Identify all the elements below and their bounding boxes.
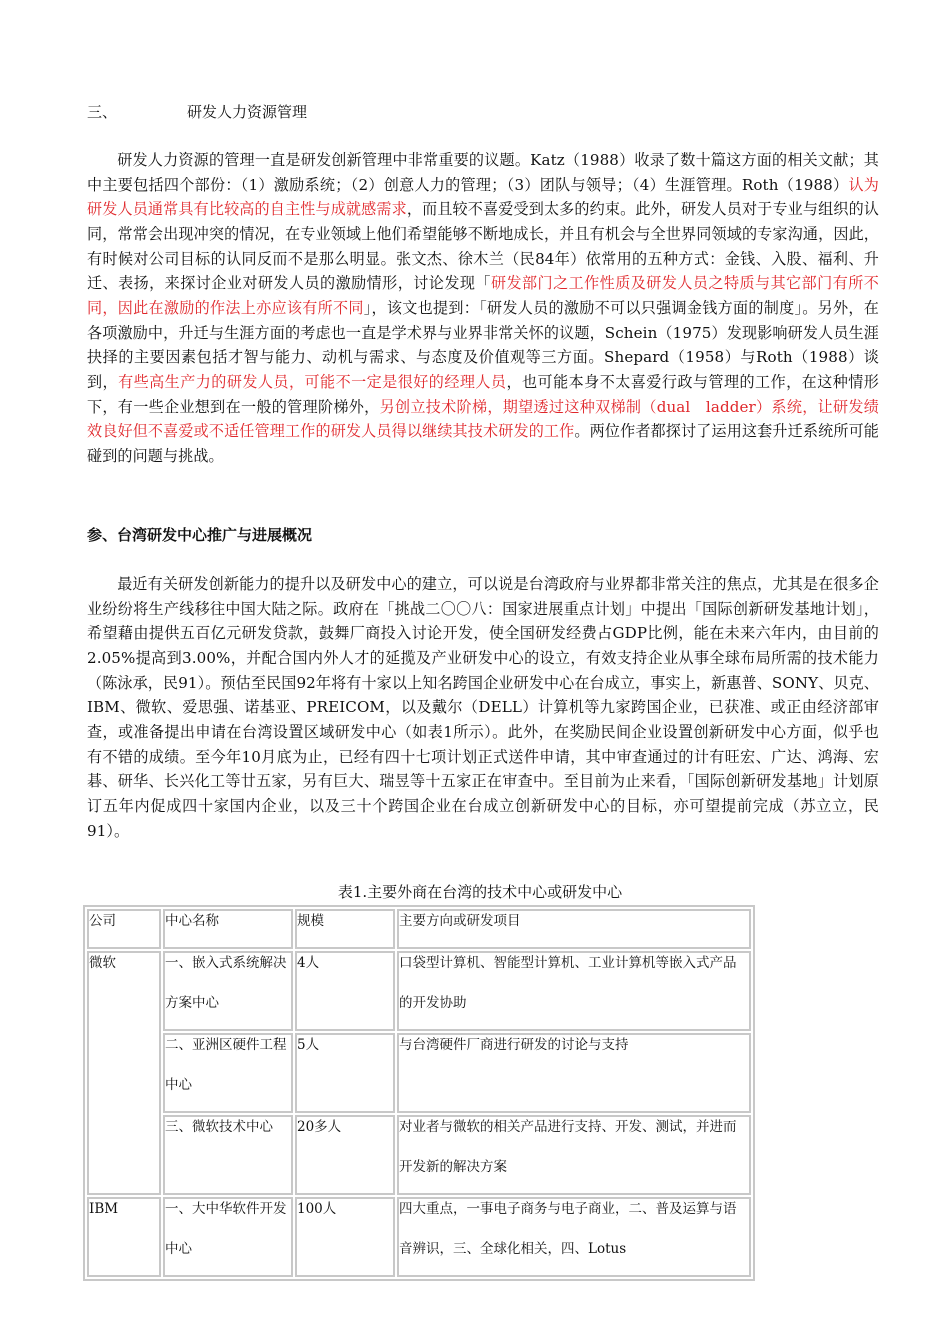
body-text: ，而且较不喜爱受到太多的约束。此外，研发人员对于专业与组织的认同，常常会出现冲突的情况，在专业领域上他们希望能够不断地成长，并且有机会与全世界同领域的专家沟通，因此，有时候对公司目标的认同反而不是那么明显。张文杰、徐木兰（民84年）依常用的五种方式：金钱、入股、福利、升迁、表扬，来探讨企业对研发人员的激励情形，讨论发现「	[87, 200, 879, 293]
table-caption: 表1.主要外商在台湾的技术中心或研发中心	[337, 883, 623, 901]
table-row	[87, 951, 751, 1031]
cell-company: IBM	[87, 1197, 161, 1277]
body-text: ，也可能本身不太喜爱行政与管理的工作，在这种情形下，有一些企业想到在一般的管理阶梯外，	[87, 372, 879, 416]
rd-centers-table	[83, 905, 755, 1281]
cell-focus: 四大重点，一事电子商务与电子商业，二、普及运算与语音辨识，三、全球化相关，四、Lotus	[397, 1197, 751, 1277]
cell-center: 二、亚洲区硬件工程中心	[163, 1033, 293, 1113]
highlighted-text: 有些高生产力的研发人员，可能不一定是很好的经理人员	[118, 372, 507, 391]
cell-company: 微软	[87, 951, 161, 1195]
header-company: 公司	[87, 909, 161, 949]
cell-scale: 5人	[295, 1033, 395, 1113]
cell-focus: 与台湾硬件厂商进行研发的讨论与支持	[397, 1033, 751, 1113]
header-focus: 主要方向或研发项目	[397, 909, 751, 949]
highlighted-text: 认为研发人员通常具有比较高的自主性与成就感需求	[87, 175, 880, 219]
cell-center: 一、大中华软件开发中心	[163, 1197, 293, 1277]
cell-scale: 20多人	[295, 1115, 395, 1195]
body-text: 研发人力资源的管理一直是研发创新管理中非常重要的议题。Katz（1988）收录了数十篇这方面的相关文献；其中主要包括四个部份：（1）激励系统；（2）创意人力的管理；（3）团队与领导；（4）生涯管理。Roth（1988）	[87, 151, 879, 194]
cell-scale: 100人	[295, 1197, 395, 1277]
section-number: 三、	[87, 103, 118, 121]
highlighted-text: 研发部门之工作性质及研发人员之特质与其它部门有所不同，因此在激励的作法上亦应该有所不同	[87, 274, 879, 317]
header-center: 中心名称	[163, 909, 293, 949]
table-row	[87, 1115, 751, 1195]
cell-focus: 口袋型计算机、智能型计算机、工业计算机等嵌入式产品的开发协助	[397, 951, 751, 1031]
table-row	[87, 1033, 751, 1113]
cell-center: 一、嵌入式系统解决方案中心	[163, 951, 293, 1031]
cell-scale: 4人	[295, 951, 395, 1031]
paragraph-taiwan-rd: 最近有关研发创新能力的提升以及研发中心的建立，可以说是台湾政府与业界都非常关注的焦点，尤其是在很多企业纷纷将生产线移往中国大陆之际。政府在「挑战二〇〇八：国家进展重点计划」中提出「国际创新研发基地计划」，希望藉由提供五百亿元研发贷款，鼓舞厂商投入讨论开发，使全国研发经费占GDP比例，能在未来六年内，由目前的2.05%提高到3.00%，并配合国内外人才的延揽及产业研发中心的设立，有效支持企业从事全球布局所需的技术能力（陈泳承，民91）。预估至民国92年将有十家以上知名跨国企业研发中心在台成立，事实上，新惠普、SONY、贝克、IBM、微软、爱思强、诺基亚、PREICOM，以及戴尔（DELL）计算机等九家跨国企业，已获准、或正由经济部审查，或准备提出申请在台湾设置区域研发中心（如表1所示）。此外，在奖励民间企业设置创新研发中心方面，似乎也有不错的成绩。至今年10月底为止，已经有四十七项计划正式送件申请，其中审查通过的计有旺宏、广达、鸿海、宏碁、研华、长兴化工等廿五家，另有巨大、瑞昱等十五家正在审查中。至目前为止来看，「国际创新研发基地」计划原订五年内促成四十家国内企业，以及三十个跨国企业在台成立创新研发中心的目标，亦可望提前完成（苏立立，民91）。	[87, 575, 879, 840]
body-text: 。两位作者都探讨了运用这套升迁系统所可能碰到的问题与挑战。	[87, 422, 879, 465]
header-scale: 规模	[295, 909, 395, 949]
body-text: 」，该文也提到：「研发人员的激励不可以只强调金钱方面的制度」。另外，在各项激励中，升迁与生涯方面的考虑也一直是学术界与业界非常关怀的议题，Schein（1975）发现影响研发人员生涯抉择的主要因素包括才智与能力、动机与需求、与态度及价值观等三方面。Shepard（1958）与Roth（1988）谈到，	[87, 298, 879, 391]
paragraph-rd-hr-management	[87, 148, 879, 469]
cell-focus: 对业者与微软的相关产品进行支持、开发、测试，并进而开发新的解决方案	[397, 1115, 751, 1195]
table-row	[87, 1197, 751, 1277]
highlighted-text: 另创立技术阶梯，期望透过这种双梯制（dual ladder）系统，让研发绩效良好但不喜爱或不适任管理工作的研发人员得以继续其技术研发的工作	[87, 397, 879, 441]
cell-center: 三、微软技术中心	[163, 1115, 293, 1195]
section-title: 研发人力资源管理	[187, 103, 308, 121]
section-heading-taiwan-rd: 参、台湾研发中心推广与进展概况	[87, 526, 313, 544]
